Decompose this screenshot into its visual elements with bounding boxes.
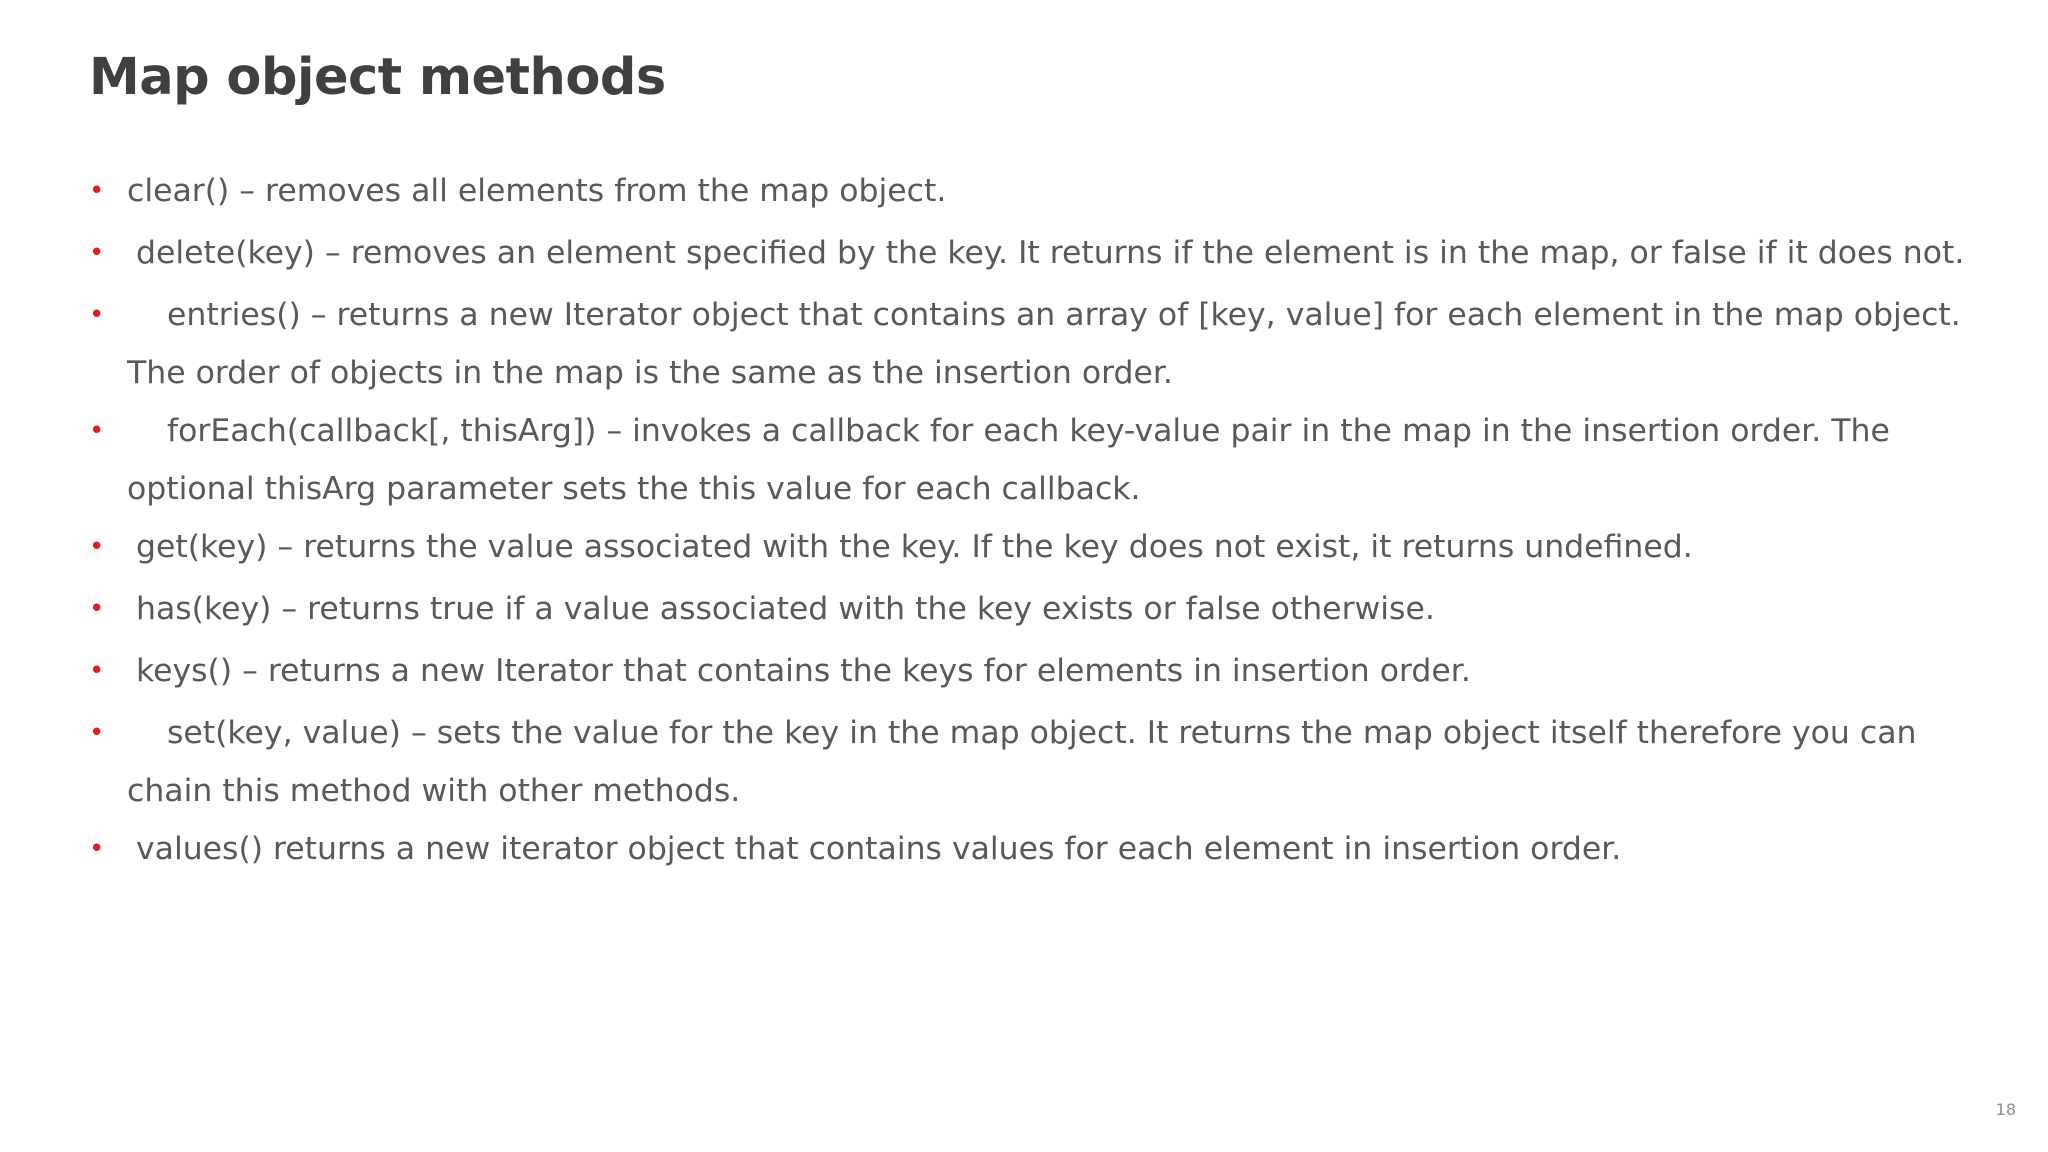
bullet-item-entries (89, 286, 1969, 402)
bullet-item-keys (89, 650, 1969, 692)
bullet-dot-icon: • (89, 238, 105, 268)
bullet-dot-icon: • (89, 656, 105, 686)
bullet-dot-icon: • (89, 594, 105, 624)
bullet-text: clear() – removes all elements from the map object. (127, 173, 947, 209)
bullet-item-foreach (89, 402, 1969, 518)
bullet-dot-icon: • (89, 834, 105, 864)
bullet-text: keys() – returns a new Iterator that contains the keys for elements in insertion order. (136, 653, 1471, 689)
bullet-text: get(key) – returns the value associated with the key. If the key does not exist, it returns undefined. (136, 529, 1693, 565)
bullet-dot-icon: • (89, 300, 105, 330)
bullet-dot-icon: • (89, 176, 105, 206)
bullet-text: has(key) – returns true if a value associated with the key exists or false otherwise. (136, 591, 1435, 627)
bullet-item-delete (89, 232, 1969, 274)
bullet-item-clear (89, 170, 1969, 212)
bullet-list (89, 170, 1969, 890)
bullet-text: entries() – returns a new Iterator object that contains an array of [key, value] for each element in the map object. The order of objects in the map is the same as the insertion order. (127, 297, 1961, 391)
slide-title: Map object methods (89, 48, 666, 107)
bullet-text: values() returns a new iterator object that contains values for each element in insertion order. (136, 831, 1622, 867)
bullet-dot-icon: • (89, 416, 105, 446)
bullet-item-values (89, 828, 1969, 870)
bullet-item-has (89, 588, 1969, 630)
bullet-item-get (89, 526, 1969, 568)
bullet-text: set(key, value) – sets the value for the key in the map object. It returns the map object itself therefore you can chain this method with other methods. (127, 715, 1917, 809)
page-number: 18 (1995, 1100, 2016, 1119)
bullet-dot-icon: • (89, 718, 105, 748)
bullet-dot-icon: • (89, 532, 105, 562)
bullet-item-set (89, 704, 1969, 820)
bullet-text: delete(key) – removes an element specified by the key. It returns if the element is in the map, or false if it does not. (136, 235, 1965, 271)
bullet-text: forEach(callback[, thisArg]) – invokes a callback for each key-value pair in the map in the insertion order. The optional thisArg parameter sets the this value for each callback. (127, 413, 1890, 507)
